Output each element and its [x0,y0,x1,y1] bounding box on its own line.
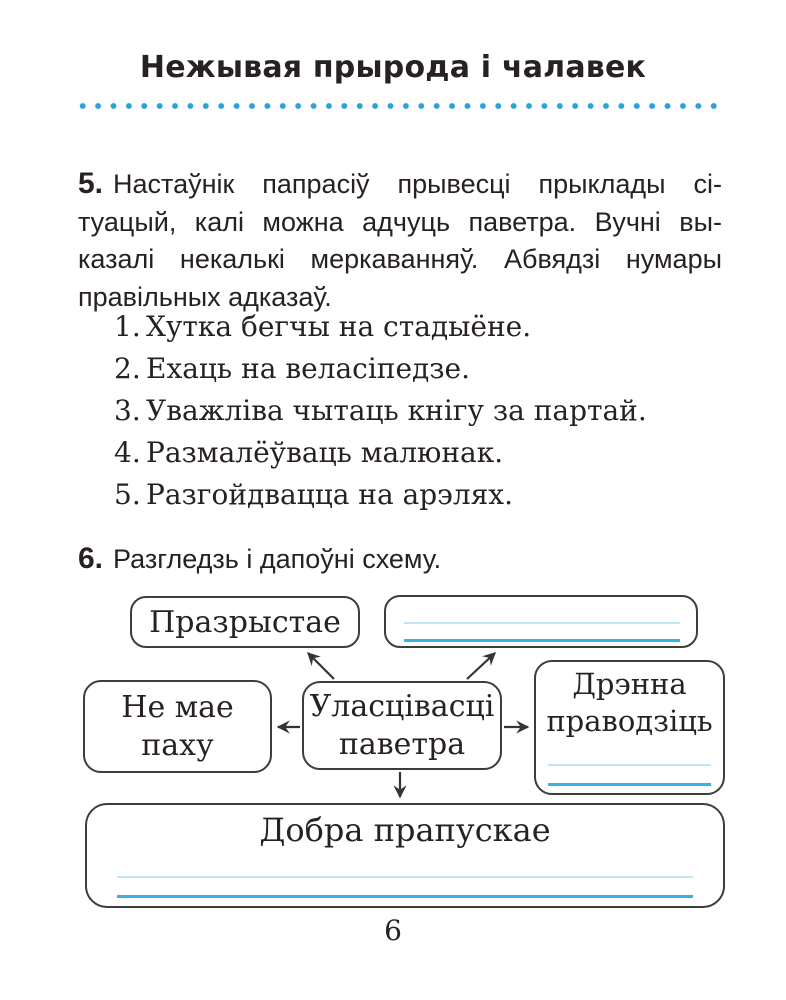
exercise-6-instruction: Разгледзь і дапоўні схему. [113,544,442,574]
exercise-5 [78,166,722,316]
exercise-6-number: 6. [78,542,104,575]
scheme-diagram [0,588,786,923]
list-item [114,390,734,432]
exercise-5-line-4: правільных адказаў. [78,281,332,312]
list-item [114,432,734,474]
page-title: Нежывая прырода і чалавек [139,50,647,85]
diagram-box-transmits [85,803,725,908]
arrow-to-blank [467,653,495,679]
list-item-number: 4. [114,436,141,469]
list-item-text: Хутка бегчы на стадыёне. [146,310,532,343]
diagram-box-transparent-label: Празрыстае [149,604,341,640]
diagram-box-properties-line2: паветра [338,726,466,762]
list-item-text: Ехаць на веласіпедзе. [146,352,470,385]
list-item [114,306,734,348]
writing-line-blue [117,895,693,898]
exercise-5-line-3: казалі некалькі меркаванняў. Абвядзі нумары [78,244,722,274]
diagram-box-properties [302,681,502,770]
answer-options-list [114,306,734,516]
dotted-divider [75,102,723,110]
arrow-to-transparent [308,653,334,679]
diagram-box-transparent [130,596,360,648]
diagram-box-no-smell [83,680,272,773]
diagram-box-no-smell-line1: Не мае [121,689,234,725]
writing-line-light [548,764,711,766]
diagram-box-poor-conductor [534,660,725,795]
list-item-number: 1. [114,310,141,343]
list-item-number: 5. [114,478,141,511]
writing-line-light [117,876,693,878]
list-item [114,348,734,390]
list-item-number: 2. [114,352,141,385]
list-item-text: Уважліва чытаць кнігу за партай. [146,394,647,427]
writing-line-light [404,622,680,624]
list-item-number: 3. [114,394,141,427]
exercise-6 [78,541,722,578]
exercise-5-line-2: туацый, калі можна адчуць паветра. Вучні вы- [78,206,722,237]
exercise-5-text-1: Настаўнік папрасіў прывесці прыклады сі- [113,169,722,199]
list-item-text: Разгойдвацца на арэлях. [146,478,513,511]
exercise-5-line-1 [78,166,722,204]
diagram-box-properties-line1: Уласцівасці [309,688,495,724]
diagram-box-poor-conductor-line2: праводзіць [546,704,713,738]
diagram-box-poor-conductor-line1: Дрэнна [572,667,687,701]
writing-line-blue [548,783,711,786]
list-item [114,474,734,516]
diagram-box-no-smell-line2: паху [141,727,214,763]
list-item-text: Размалёўваць малюнак. [146,436,504,469]
diagram-box-blank [384,595,698,648]
diagram-box-transmits-label: Добра прапускае [259,811,551,849]
page-number: 6 [384,914,402,947]
writing-line-blue [404,639,680,642]
exercise-5-number: 5. [78,167,104,200]
